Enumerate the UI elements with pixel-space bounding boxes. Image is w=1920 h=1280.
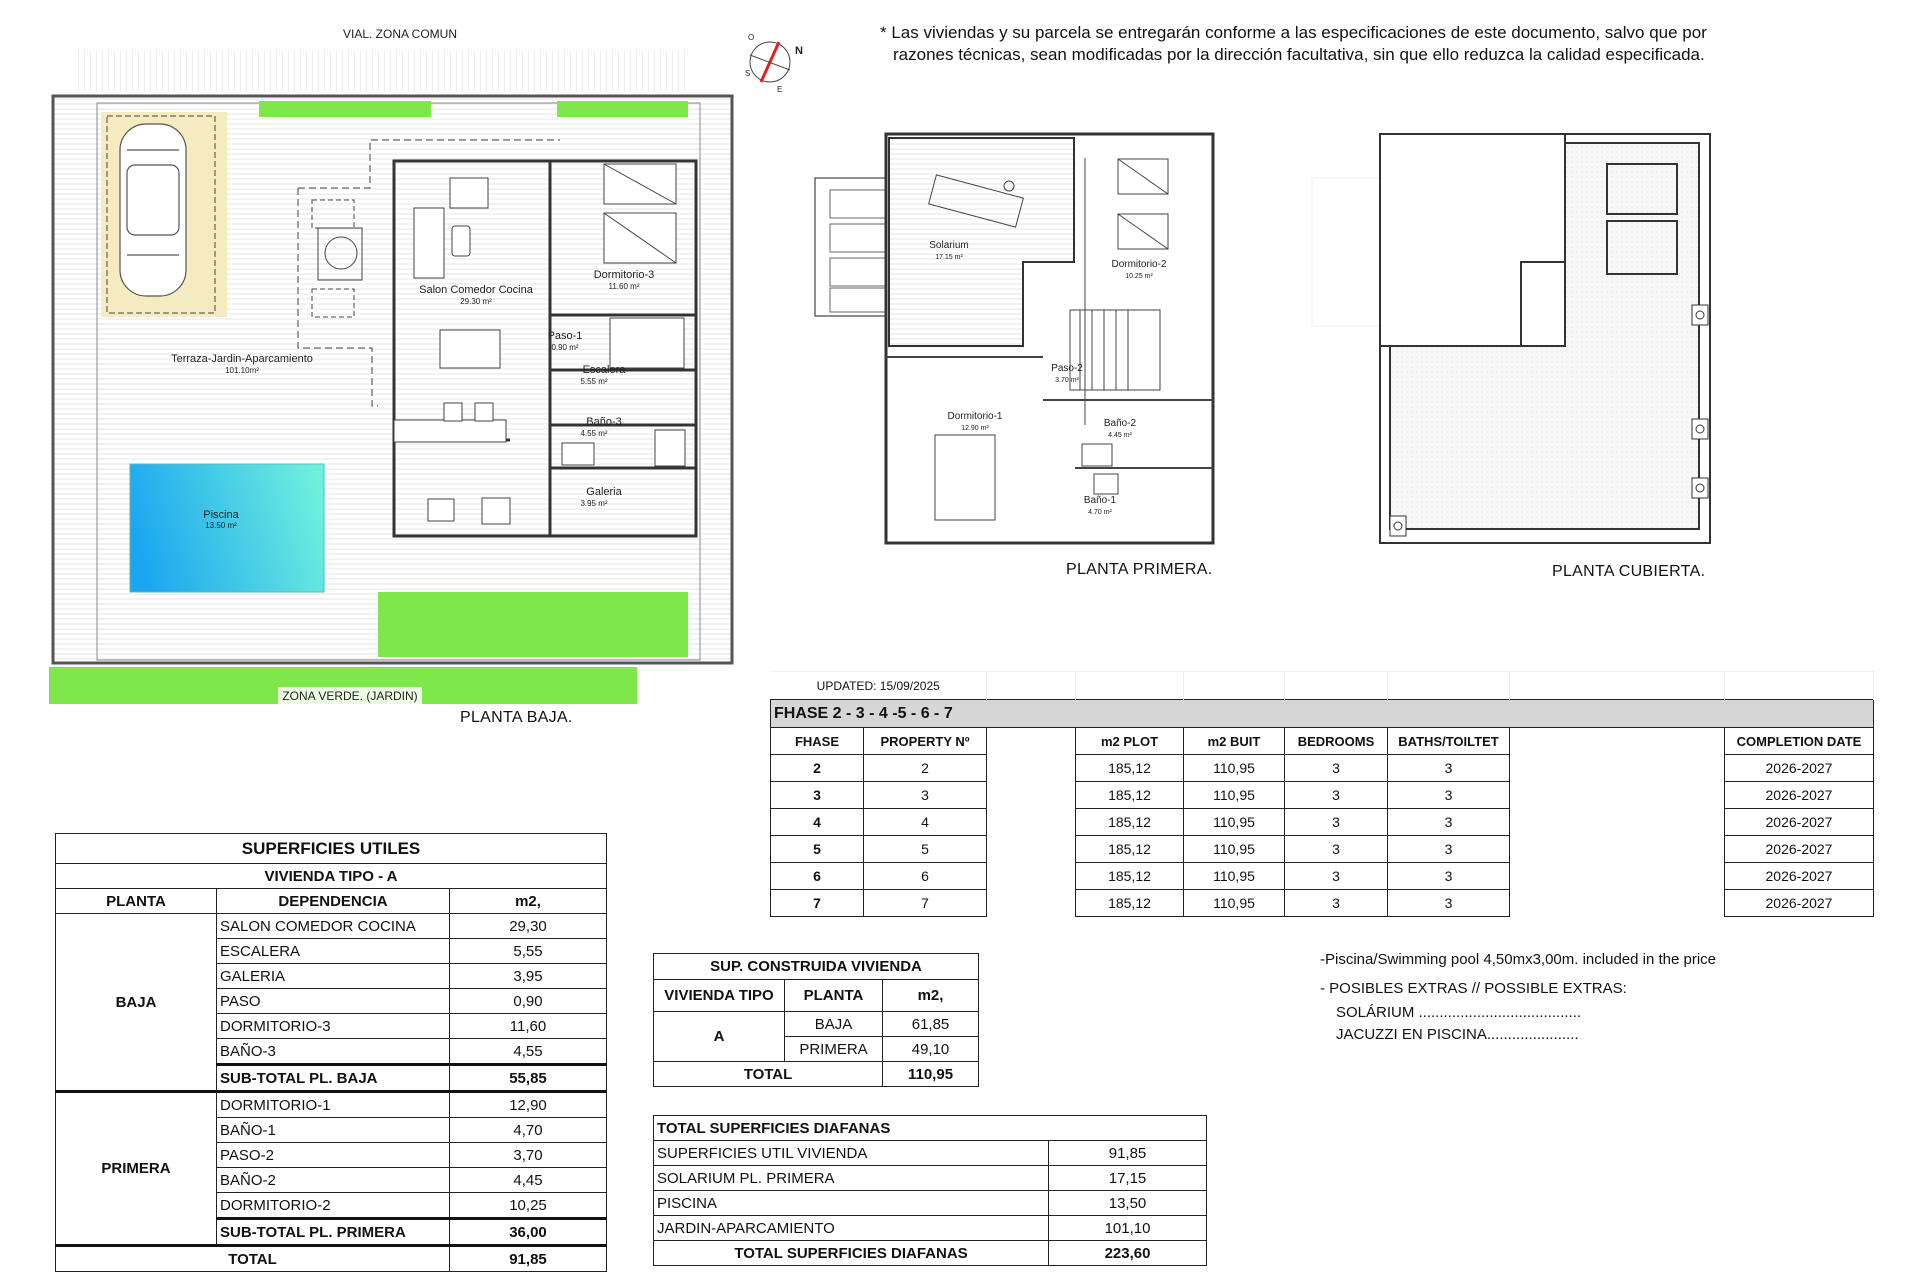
table-cell: 3 [1285,836,1388,863]
m2-cell: 29,30 [450,914,607,939]
column-header: PLANTA [56,889,217,914]
svg-text:Dormitorio-3: Dormitorio-3 [593,269,655,281]
total-value: 91,85 [450,1246,607,1272]
phase-table [770,671,1874,917]
svg-text:S: S [745,69,751,78]
svg-text:Baño-3: Baño-3 [586,416,622,428]
table-cell: 2026-2027 [1725,755,1874,782]
table-cell: 110,95 [1184,809,1285,836]
table-cell: 2 [864,755,987,782]
svg-text:0.90 m²: 0.90 m² [551,343,579,352]
planta-cell: BAJA [785,1012,883,1037]
disclaimer-line-2: razones técnicas, sean modificadas por la dirección facultativa, sin que ello reduzca la calidad especificada. [893,45,1705,64]
table-cell: 185,12 [1076,755,1184,782]
extra-item: JACUZZI EN PISCINA...................... [1336,1026,1579,1043]
table-subtitle: VIVIENDA TIPO - A [56,864,607,889]
green-zone-label: ZONA VERDE. (JARDIN) [282,689,418,703]
table-cell: 3 [1285,782,1388,809]
total-value: 110,95 [883,1062,979,1087]
table-cell: 3 [771,782,864,809]
table-cell: 3 [1388,890,1510,917]
subtotal-value: 55,85 [450,1065,607,1092]
disclaimer-line-1: * Las viviendas y su parcela se entregarán conforme a las especificaciones de este documento, salvo que por [880,23,1707,42]
column-header: BEDROOMS [1285,728,1388,755]
column-header: COMPLETION DATE [1725,728,1874,755]
table-cell: 7 [771,890,864,917]
m2-cell: 91,85 [1049,1141,1207,1166]
vivienda-tipo: A [654,1012,785,1062]
total-label: TOTAL [654,1062,883,1087]
svg-text:101.10m²: 101.10m² [225,366,259,375]
table-cell: 3 [1388,863,1510,890]
concept-cell: SOLARIUM PL. PRIMERA [654,1166,1049,1191]
ground-plan-title: PLANTA BAJA. [460,709,573,726]
svg-text:Baño-1: Baño-1 [1083,495,1117,506]
pool-note: -Piscina/Swimming pool 4,50mx3,00m. included in the price [1320,951,1717,968]
updated-date: UPDATED: 15/09/2025 [771,672,987,700]
total-label: TOTAL [56,1246,450,1272]
svg-text:E: E [777,85,783,94]
phase-title: FHASE 2 - 3 - 4 -5 - 6 - 7 [771,700,1874,728]
table-cell: 110,95 [1184,755,1285,782]
svg-text:3.70 m²: 3.70 m² [1055,377,1079,384]
sup-construida-table [653,953,979,1087]
subtotal-value: 36,00 [450,1219,607,1246]
table-cell: 2026-2027 [1725,809,1874,836]
m2-cell: 0,90 [450,989,607,1014]
table-row [771,782,1874,809]
table-row [771,836,1874,863]
dependencia-cell: SALON COMEDOR COCINA [217,914,450,939]
table-cell: 3 [1388,755,1510,782]
diafanas-table [653,1115,1207,1266]
svg-text:Dormitorio-2: Dormitorio-2 [1111,259,1167,270]
table-row [771,890,1874,917]
svg-text:4.55 m²: 4.55 m² [580,429,608,438]
table-cell: 3 [1285,755,1388,782]
table-cell: 5 [864,836,987,863]
svg-text:Paso-1: Paso-1 [547,330,583,342]
table-row [654,1191,1207,1216]
planta-cell: PRIMERA [785,1037,883,1062]
table-cell: 2026-2027 [1725,863,1874,890]
dependencia-cell: DORMITORIO-2 [217,1193,450,1219]
svg-text:O: O [748,33,755,42]
dependencia-cell: BAÑO-3 [217,1039,450,1065]
table-cell: 3 [1388,836,1510,863]
column-header: m2 BUIT [1184,728,1285,755]
table-title: SUPERFICIES UTILES [56,834,607,864]
column-header: m2, [450,889,607,914]
concept-cell: JARDIN-APARCAMIENTO [654,1216,1049,1241]
table-cell: 3 [1388,809,1510,836]
svg-text:13.50 m²: 13.50 m² [205,521,237,530]
extras-list [1336,1002,1581,1046]
table-cell: 3 [1388,782,1510,809]
m2-cell: 4,45 [450,1168,607,1193]
m2-cell: 3,95 [450,964,607,989]
column-header: DEPENDENCIA [217,889,450,914]
table-row [771,809,1874,836]
m2-cell: 101,10 [1049,1216,1207,1241]
svg-text:Baño-2: Baño-2 [1103,418,1137,429]
roof-plan-title: PLANTA CUBIERTA. [1552,563,1706,580]
car-icon [120,124,186,296]
table-row [56,914,607,939]
table-cell: 185,12 [1076,836,1184,863]
svg-text:5.55 m²: 5.55 m² [580,377,608,386]
svg-text:Terraza-Jardin-Aparcamiento: Terraza-Jardin-Aparcamiento [171,353,313,365]
column-header: VIVIENDA TIPO [654,980,785,1012]
m2-cell: 17,15 [1049,1166,1207,1191]
svg-text:Galeria: Galeria [586,486,622,498]
m2-cell: 12,90 [450,1092,607,1118]
table-cell: 2026-2027 [1725,782,1874,809]
grass-strip [259,101,431,117]
table-row [654,1166,1207,1191]
m2-cell: 4,70 [450,1118,607,1143]
column-header: PROPERTY Nº [864,728,987,755]
column-header: m2, [883,980,979,1012]
table-cell: 110,95 [1184,863,1285,890]
svg-text:10.25 m²: 10.25 m² [1125,273,1153,280]
table-cell: 3 [1285,809,1388,836]
m2-cell: 11,60 [450,1014,607,1039]
concept-cell: PISCINA [654,1191,1049,1216]
table-cell: 2026-2027 [1725,836,1874,863]
table-cell: 3 [1285,890,1388,917]
table-cell: 4 [864,809,987,836]
table-title: SUP. CONSTRUIDA VIVIENDA [654,954,979,980]
ground-floor-plan [0,0,770,740]
first-plan-title: PLANTA PRIMERA. [1066,561,1213,578]
m2-cell: 49,10 [883,1037,979,1062]
column-header: PLANTA [785,980,883,1012]
superficies-utiles-table [55,833,607,1272]
svg-text:29.30 m²: 29.30 m² [460,297,492,306]
m2-cell: 61,85 [883,1012,979,1037]
road-hatch [78,50,690,92]
table-cell: 6 [771,863,864,890]
m2-cell: 4,55 [450,1039,607,1065]
table-cell: 110,95 [1184,890,1285,917]
table-cell: 3 [864,782,987,809]
dependencia-cell: PASO-2 [217,1143,450,1168]
planta-cell: PRIMERA [56,1092,217,1246]
grass-area [378,592,688,657]
grass-strip [557,101,688,117]
table-cell: 6 [864,863,987,890]
extra-item: SOLÁRIUM ....................................... [1336,1004,1582,1021]
first-floor-plan [800,120,1230,560]
dependencia-cell: GALERIA [217,964,450,989]
total-value: 223,60 [1049,1241,1207,1266]
svg-text:N: N [795,45,803,57]
svg-text:Salon Comedor Cocina: Salon Comedor Cocina [419,284,533,296]
dependencia-cell: ESCALERA [217,939,450,964]
svg-text:4.45 m²: 4.45 m² [1108,432,1132,439]
m2-cell: 10,25 [450,1193,607,1219]
table-cell: 2026-2027 [1725,890,1874,917]
svg-text:3.95 m²: 3.95 m² [580,499,608,508]
svg-text:17.15 m²: 17.15 m² [935,254,963,261]
table-row [771,755,1874,782]
dependencia-cell: BAÑO-2 [217,1168,450,1193]
svg-text:12.90 m²: 12.90 m² [961,425,989,432]
svg-text:Escalera: Escalera [582,364,626,376]
extras-title: - POSIBLES EXTRAS // POSSIBLE EXTRAS: [1320,980,1627,997]
column-header: FHASE [771,728,864,755]
column-header: BATHS/TOILTET [1388,728,1510,755]
m2-cell: 5,55 [450,939,607,964]
dependencia-cell: PASO [217,989,450,1014]
subtotal-label: SUB-TOTAL PL. PRIMERA [217,1219,450,1246]
concept-cell: SUPERFICIES UTIL VIVIENDA [654,1141,1049,1166]
table-row [771,863,1874,890]
roof-plan [1300,120,1730,560]
table-title: TOTAL SUPERFICIES DIAFANAS [654,1116,1207,1141]
svg-text:11.60 m²: 11.60 m² [608,282,640,291]
dependencia-cell: DORMITORIO-1 [217,1092,450,1118]
svg-text:4.70 m²: 4.70 m² [1088,509,1112,516]
table-cell: 110,95 [1184,782,1285,809]
table-cell: 5 [771,836,864,863]
svg-text:Piscina: Piscina [203,509,239,521]
table-cell: 2 [771,755,864,782]
svg-text:Solarium: Solarium [929,240,969,251]
table-row [56,1092,607,1118]
table-row [654,1216,1207,1241]
svg-text:Paso-2: Paso-2 [1051,363,1083,374]
table-cell: 185,12 [1076,782,1184,809]
column-header: m2 PLOT [1076,728,1184,755]
table-row [654,1141,1207,1166]
total-label: TOTAL SUPERFICIES DIAFANAS [654,1241,1049,1266]
dependencia-cell: BAÑO-1 [217,1118,450,1143]
table-cell: 185,12 [1076,863,1184,890]
subtotal-label: SUB-TOTAL PL. BAJA [217,1065,450,1092]
compass-icon [745,30,805,95]
road-label: VIAL. ZONA COMUN [342,27,458,41]
table-cell: 4 [771,809,864,836]
table-cell: 7 [864,890,987,917]
m2-cell: 13,50 [1049,1191,1207,1216]
svg-text:Dormitorio-1: Dormitorio-1 [947,411,1003,422]
table-cell: 3 [1285,863,1388,890]
table-cell: 185,12 [1076,890,1184,917]
table-cell: 110,95 [1184,836,1285,863]
dependencia-cell: DORMITORIO-3 [217,1014,450,1039]
planta-cell: BAJA [56,914,217,1092]
m2-cell: 3,70 [450,1143,607,1168]
table-cell: 185,12 [1076,809,1184,836]
